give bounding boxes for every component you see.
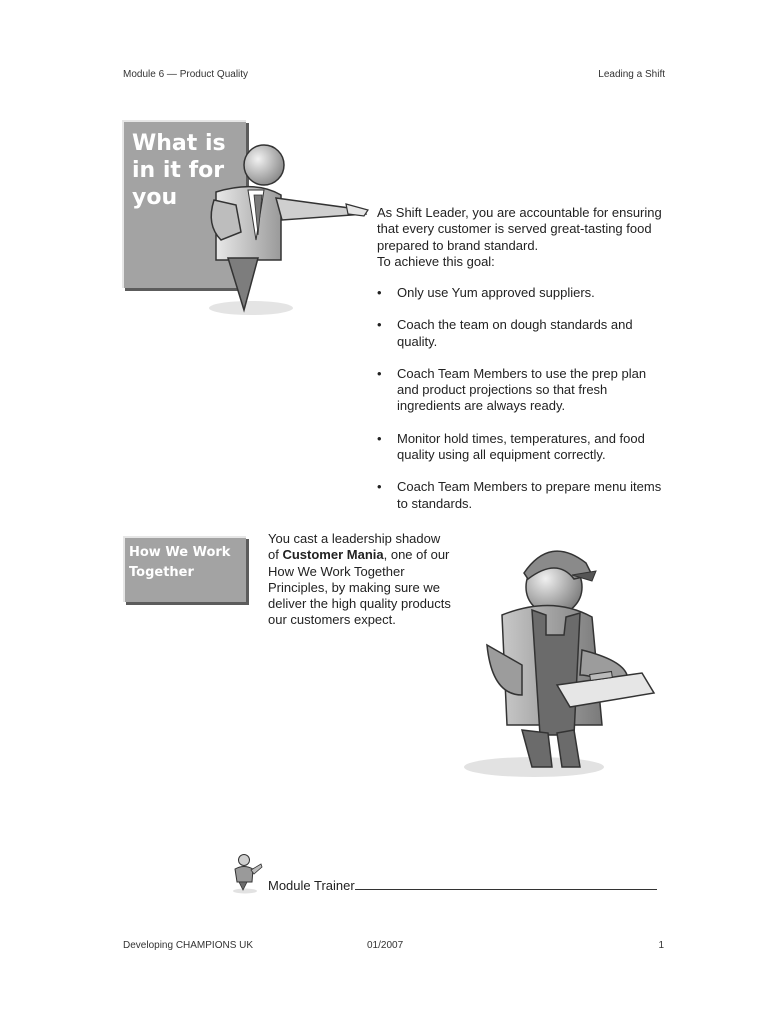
list-item bbox=[377, 431, 667, 464]
intro-paragraph bbox=[377, 205, 667, 270]
list-item bbox=[377, 366, 667, 415]
list-item-text: Monitor hold times, temperatures, and food quality using all equipment correctly. bbox=[397, 430, 645, 463]
bullet-icon: • bbox=[377, 365, 382, 381]
pointing-figure-icon bbox=[186, 140, 376, 320]
module-trainer-line bbox=[268, 878, 668, 894]
how-we-work-panel bbox=[123, 536, 246, 602]
list-item-text: Coach Team Members to prepare menu items to standards. bbox=[397, 479, 662, 511]
bullet-icon: • bbox=[377, 317, 382, 333]
header-section: Leading a Shift bbox=[598, 69, 665, 80]
list-item-text: Coach the team on dough standards and quality. bbox=[397, 317, 633, 349]
footer-date: 01/2007 bbox=[367, 940, 404, 951]
list-item bbox=[377, 317, 667, 350]
how-text-before: You cast a leadership shadow of bbox=[268, 531, 441, 563]
worker-with-clipboard-icon bbox=[462, 535, 662, 780]
list-item-text: Coach Team Members to use the prep plan and product projections so that fresh ingredients are always ready. bbox=[397, 365, 647, 414]
list-item-text: Only use Yum approved suppliers. bbox=[397, 285, 595, 300]
how-we-work-paragraph bbox=[268, 531, 453, 629]
list-item bbox=[377, 479, 667, 512]
bullet-icon: • bbox=[377, 430, 382, 446]
intro-goal: To achieve this goal: bbox=[377, 253, 495, 269]
how-we-work-title: How We Work Together bbox=[129, 545, 231, 580]
bullet-icon: • bbox=[377, 479, 382, 495]
footer-title: Developing CHAMPIONS UK bbox=[123, 940, 254, 951]
footer-page-number: 1 bbox=[658, 940, 664, 951]
trainer-figure-icon bbox=[229, 852, 265, 894]
intro-text: As Shift Leader, you are accountable for ensuring that every customer is served great-tasting food prepared to brand standard. bbox=[377, 205, 662, 253]
module-trainer-signature-field[interactable] bbox=[355, 878, 657, 890]
header-module: Module 6 — Product Quality bbox=[123, 69, 249, 80]
list-item bbox=[377, 285, 667, 301]
how-text-bold: Customer Mania bbox=[282, 547, 384, 563]
how-text-after: , one of our How We Work Together Principles, by making sure we deliver the high quality products our customers expect. bbox=[268, 547, 451, 628]
bullet-icon: • bbox=[377, 285, 382, 300]
module-trainer-label: Module Trainer bbox=[268, 878, 355, 893]
what-is-in-it-title: What is in it for you bbox=[132, 131, 226, 210]
responsibility-list bbox=[377, 285, 667, 528]
